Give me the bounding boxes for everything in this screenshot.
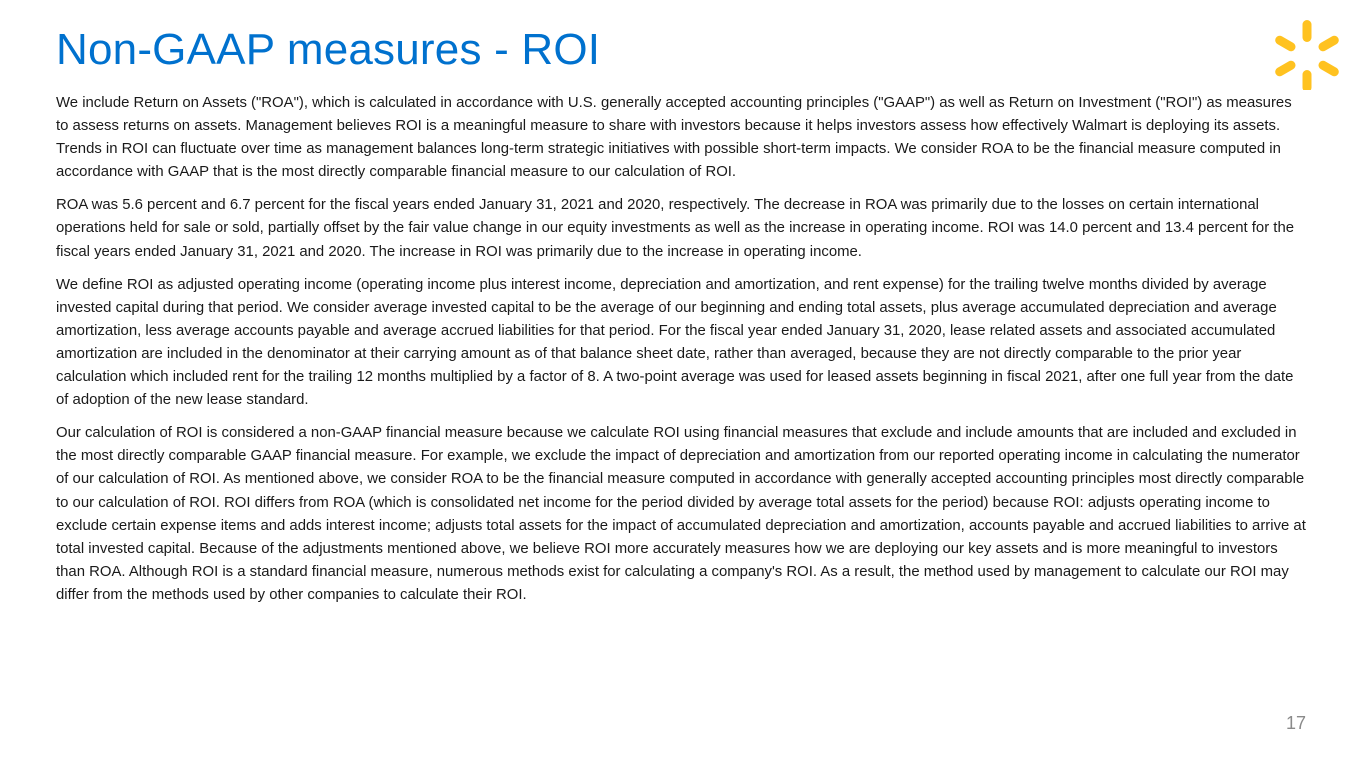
- spark-ray-upper-left: [1274, 34, 1297, 53]
- paragraph-roi-definition: We define ROI as adjusted operating income (operating income plus interest income, depreciation and amortization, and rent expense) for the trailing twelve months divided by average invested capital during that period. We consider average invested capital to be the average of our beginning and ending total assets, plus average accumulated depreciation and average amortization, less average accounts payable and average accrued liabilities for that period. For the fiscal year ended January 31, 2020, lease related assets and associated accumulated amortization are included in the denominator at their carrying amount as of that balance sheet date, rather than averaged, because they are not directly comparable to the prior year calculation which included rent for the trailing 12 months multiplied by a factor of 8. A two-point average was used for leased assets beginning in fiscal 2021, after one full year from the date of adoption of the new lease standard.: [56, 276, 1294, 409]
- spark-ray-bottom: [1303, 70, 1312, 90]
- spark-ray-lower-left: [1274, 59, 1297, 78]
- paragraph-roa-roi-results: ROA was 5.6 percent and 6.7 percent for the fiscal years ended January 31, 2021 and 2020, respectively. The decrease in ROA was primarily due to the losses on certain international operations held for sale or sold, partially offset by the fair value change in our equity investments as well as the increase in operating income. ROI was 14.0 percent and 13.4 percent for the fiscal years ended January 31, 2021 and 2020. The increase in ROI was primarily due to the increase in operating income.: [56, 197, 1295, 260]
- spark-ray-top: [1303, 20, 1312, 42]
- page-number: 17: [1285, 713, 1306, 733]
- spark-ray-lower-right: [1317, 59, 1340, 78]
- spark-ray-upper-right: [1317, 34, 1340, 53]
- body-text: [56, 92, 1306, 617]
- paragraph-roa-roi-intro: We include Return on Assets ("ROA"), which is calculated in accordance with U.S. generally accepted accounting principles ("GAAP") as well as Return on Investment ("ROI") as measures to assess returns on assets. Management believes ROI is a meaningful measure to share with investors because it helps investors assess how effectively Walmart is deploying its assets. Trends in ROI can fluctuate over time as management balances long-term strategic initiatives with possible short-term impacts. We consider ROA to be the financial measure computed in accordance with GAAP that is the most directly comparable financial measure to our calculation of ROI.: [56, 95, 1292, 181]
- slide-title: Non-GAAP measures - ROI: [56, 25, 601, 74]
- paragraph-non-gaap-explanation: Our calculation of ROI is considered a non-GAAP financial measure because we calculate ROI using financial measures that exclude and include amounts that are included and excluded in the most directly comparable GAAP financial measure. For example, we exclude the impact of depreciation and amortization from our reported operating income in calculating the numerator of our calculation of ROI. As mentioned above, we consider ROA to be the financial measure computed in accordance with generally accepted accounting principles most directly comparable to our calculation of ROI. ROI differs from ROA (which is consolidated net income for the period divided by average total assets for the period) because ROI: adjusts operating income to exclude certain expense items and adds interest income; adjusts total assets for the impact of accumulated depreciation and amortization, accounts payable and accrued liabilities to arrive at total invested capital. Because of the adjustments mentioned above, we believe ROI more accurately measures how we are deploying our key assets and is more meaningful to investors than ROA. Although ROI is a standard financial measure, numerous methods exist for calculating a company's ROI. As a result, the method used by management to calculate our ROI may differ from the methods used by other companies to calculate their ROI.: [56, 425, 1306, 603]
- walmart-spark-icon: [1274, 20, 1340, 90]
